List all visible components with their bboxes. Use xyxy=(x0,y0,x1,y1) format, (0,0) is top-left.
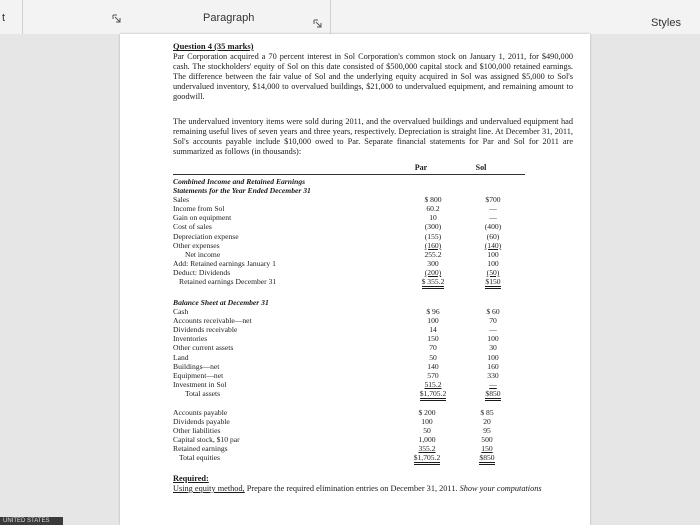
column-headers xyxy=(173,163,511,172)
table-row: Sales $ 800 $700 xyxy=(173,195,501,205)
table-row: Other current assets 70 30 xyxy=(173,343,497,353)
status-bar-language[interactable]: UNITED STATES xyxy=(0,517,63,525)
table-row: Land 50 100 xyxy=(173,352,499,362)
table-row: Total equities $1,705.2 $850 xyxy=(173,453,517,462)
table-row: Add: Retained earnings January 1 300 100 xyxy=(173,258,499,268)
table-row: Accounts receivable—net 100 70 xyxy=(173,316,497,326)
table-row: Gain on equipment 10 — xyxy=(173,213,497,223)
question-paragraph-2: The undervalued inventory items were sold during 2011, and the overvalued buildings and undervalued equipment had remaining useful lives of seven years and three years, respectively. Depreciation is straight line. At December 31, 2011, Sol's accounts payable include $10,000 owed to Par. Separate financial statements for Par and Sol for 2011 are summarized as follows (in thousands): xyxy=(173,117,573,157)
income-statement-table xyxy=(173,177,523,286)
ribbon-separator xyxy=(330,0,331,34)
styles-group-label: Styles xyxy=(651,17,681,29)
table-row: Deduct: Dividends (200) (50) xyxy=(173,267,500,277)
balance-sheet-equities-table xyxy=(173,408,517,463)
balance-title: Balance Sheet at December 31 xyxy=(173,298,269,307)
table-row: Investment in Sol 515.2 — xyxy=(173,379,497,389)
required-title: Required: xyxy=(173,474,209,483)
table-row: Dividends payable 100 20 xyxy=(173,417,491,427)
table-row: Cost of sales (300) (400) xyxy=(173,222,502,232)
balance-sheet-assets-table xyxy=(173,298,523,398)
table-row: Retained earnings 355.2 150 xyxy=(173,444,493,454)
table-row: Accounts payable $ 200 $ 85 xyxy=(173,408,494,417)
required-text xyxy=(173,484,573,494)
table-row: Buildings—net 140 160 xyxy=(173,361,499,371)
paragraph-group-label: Paragraph xyxy=(203,12,255,24)
column-header-sol: Sol xyxy=(475,163,487,172)
column-header-par: Par xyxy=(414,163,428,172)
equity-method-link[interactable]: Using equity method, xyxy=(173,484,245,493)
table-row: Other expenses (160) (140) xyxy=(173,240,502,250)
table-row: Inventories 150 100 xyxy=(173,334,499,344)
required-instruction: Prepare the required elimination entries on December 31, 2011. xyxy=(246,484,458,493)
table-row: Income from Sol 60.2 — xyxy=(173,204,497,214)
question-paragraph-1: Par Corporation acquired a 70 percent interest in Sol Corporation's common stock on January 1, 2011, for $490,000 cash. The stockholders' equity of Sol on this date consisted of $500,000 capital stock and $100,000 retained earnings. The difference between the fair value of Sol and the underlying equity acquired in Sol was assigned $5,000 to Sol's undervalued inventory, $14,000 to overvalued buildings, $21,000 to undervalued equipment, and remaining amount to goodwill. xyxy=(173,52,573,102)
income-title-1: Combined Income and Retained Earnings xyxy=(173,177,306,186)
table-row: Cash $ 96 $ 60 xyxy=(173,307,500,317)
income-title-2: Statements for the Year Ended December 31 xyxy=(173,186,311,196)
table-row: Capital stock, $10 par 1,000 500 xyxy=(173,435,493,445)
dialog-launcher-icon[interactable] xyxy=(112,14,121,23)
ribbon xyxy=(0,0,700,34)
table-row: Total assets $1,705.2 $850 xyxy=(173,389,523,398)
paragraph-dialog-launcher-icon[interactable] xyxy=(313,19,322,28)
table-row: Other liabilities 50 95 xyxy=(173,426,491,436)
ribbon-left-edge-text: t xyxy=(2,12,6,24)
header-rule xyxy=(173,174,525,175)
table-row: Retained earnings December 31 $ 355.2 $150 xyxy=(173,277,523,286)
table-row: Depreciation expense (155) (60) xyxy=(173,231,500,241)
table-row: Equipment—net 570 330 xyxy=(173,370,499,380)
table-row: Dividends receivable 14 — xyxy=(173,325,497,335)
question-title: Question 4 (35 marks) xyxy=(173,41,254,51)
table-row: Net income 255.2 100 xyxy=(185,249,499,259)
ribbon-separator xyxy=(22,0,23,34)
required-show-computations: Show your computations xyxy=(459,484,542,493)
